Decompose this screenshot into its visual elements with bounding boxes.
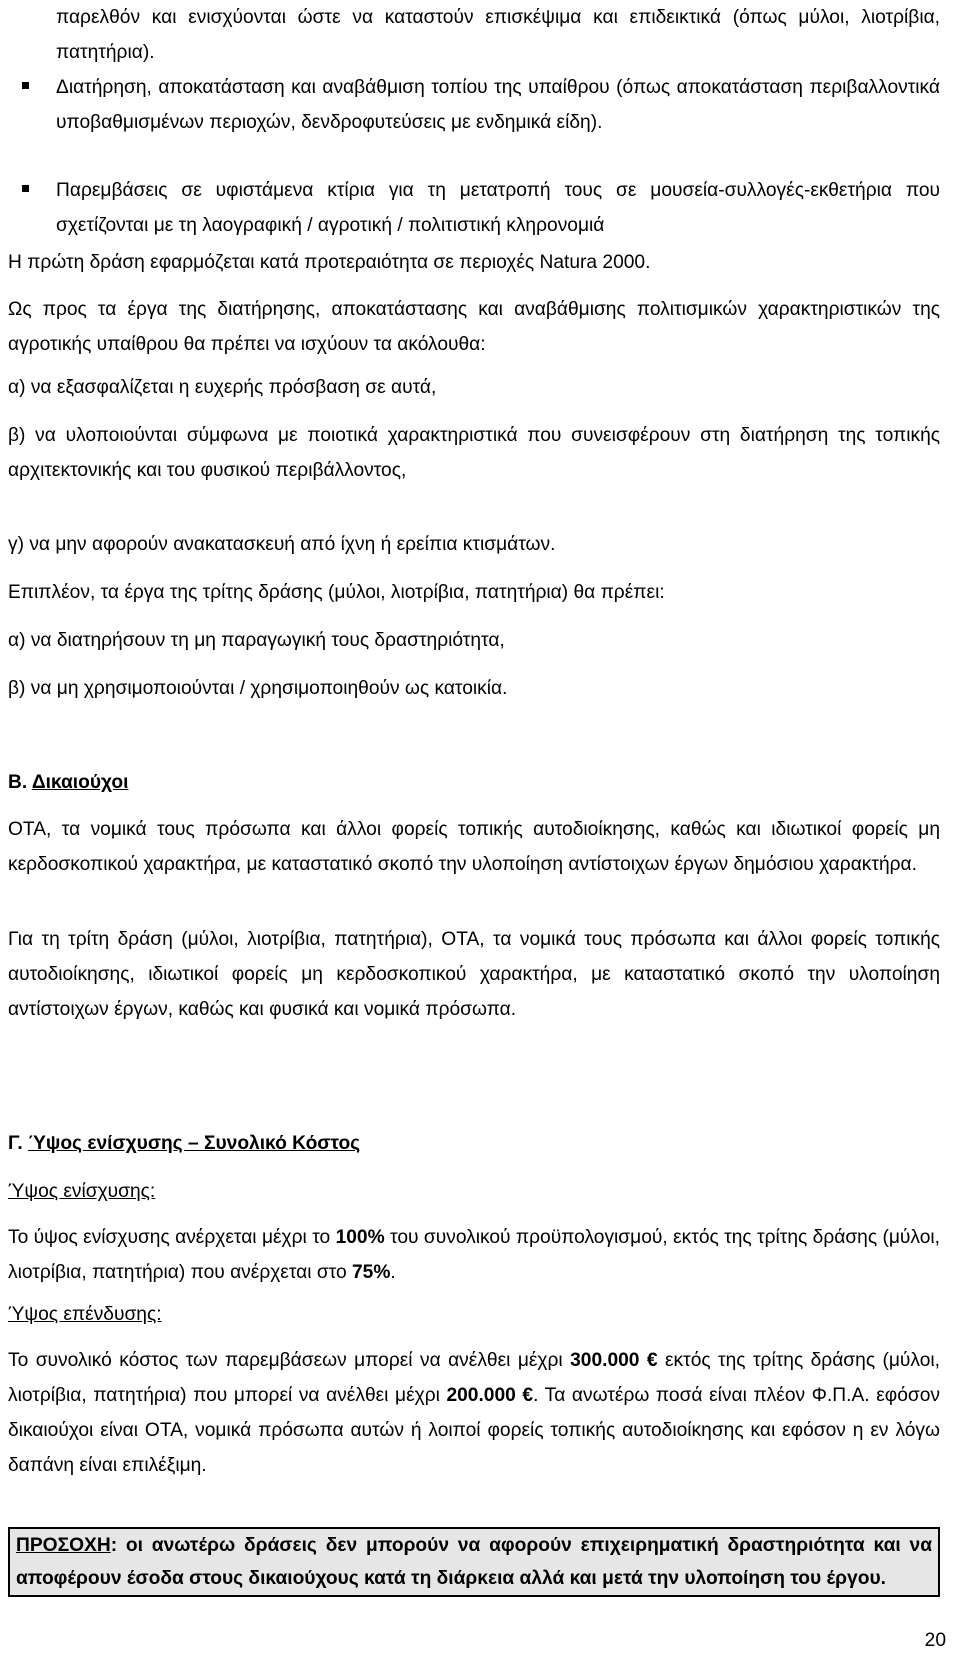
paragraph-third-intro: Επιπλέον, τα έργα της τρίτης δράσης (μύλοι, λιοτρίβια, πατητήρια) θα πρέπει: [8, 582, 665, 603]
section-c-paragraph-support: Το ύψος ενίσχυσης ανέρχεται μέχρι το 100% του συνολικού προϋπολογισμού, εκτός της τρίτης δράσης (μύλοι, λιοτρίβια, πατητήρια) που ανέρχεται στο 75%. [8, 1227, 940, 1283]
notice-box [8, 1527, 940, 1597]
section-b-heading: Β. Δικαιούχοι [8, 772, 129, 793]
bullet-buildings: Παρεμβάσεις σε υφιστάμενα κτίρια για τη μετατροπή τους σε μουσεία-συλλογές-εκθετήρια που σχετίζονται με τη λαογραφική / αγροτική / πολιτιστική κληρονομιά [8, 173, 940, 243]
paragraph-natura: Η πρώτη δράση εφαρμόζεται κατά προτεραιότητα σε περιοχές Natura 2000. [8, 252, 651, 273]
paragraph-works-b: β) να υλοποιούνται σύμφωνα με ποιοτικά χαρακτηριστικά που συνεισφέρουν στη διατήρηση της τοπικής αρχιτεκτονικής και του φυσικού περιβάλλοντος, [8, 425, 940, 481]
section-c-subheading-support: Ύψος ενίσχυσης: [8, 1181, 156, 1202]
paragraph-third-a: α) να διατηρήσουν τη μη παραγωγική τους δραστηριότητα, [8, 630, 505, 651]
section-b-paragraph-1: ΟΤΑ, τα νομικά τους πρόσωπα και άλλοι φορείς τοπικής αυτοδιοίκησης, καθώς και ιδιωτικοί φορείς μη κερδοσκοπικού χαρακτήρα, με καταστατικό σκοπό την υλοποίηση αντίστοιχων έργων δημόσιου χαρακτήρα. [8, 819, 940, 875]
notice-text: ΠΡΟΣΟΧΗ: οι ανωτέρω δράσεις δεν μπορούν να αφορούν επιχειρηματική δραστηριότητα και να αποφέρουν έσοδα στους δικαιούχους κατά τη διάρκεια αλλά και μετά την υλοποίηση του έργου. [16, 1535, 932, 1589]
section-b-paragraph-2: Για τη τρίτη δράση (μύλοι, λιοτρίβια, πατητήρια), ΟΤΑ, τα νομικά τους πρόσωπα και άλλοι φορείς τοπικής αυτοδιοίκησης, ιδιωτικοί φορείς μη κερδοσκοπικού χαρακτήρα, με καταστατικό σκοπό την υλοποίηση αντίστοιχων έργων, καθώς και φυσικά και νομικά πρόσωπα. [8, 929, 940, 1020]
bullet-continuation: παρελθόν και ενισχύονται ώστε να καταστούν επισκέψιμα και επιδεικτικά (όπως μύλοι, λιοτρίβια, πατητήρια). [56, 7, 940, 63]
paragraph-works-c: γ) να μην αφορούν ανακατασκευή από ίχνη ή ερείπια κτισμάτων. [8, 534, 556, 555]
paragraph-third-b: β) να μη χρησιμοποιούνται / χρησιμοποιηθούν ως κατοικία. [8, 678, 508, 699]
paragraph-works-intro: Ως προς τα έργα της διατήρησης, αποκατάστασης και αναβάθμισης πολιτισμικών χαρακτηριστικών της αγροτικής υπαίθρου θα πρέπει να ισχύουν τα ακόλουθα: [8, 299, 940, 355]
page-number: 20 [924, 1630, 946, 1651]
square-bullet-icon [22, 185, 29, 192]
square-bullet-icon [22, 82, 29, 89]
bullet-landscape: Διατήρηση, αποκατάσταση και αναβάθμιση τοπίου της υπαίθρου (όπως αποκατάσταση περιβαλλοντικά υποβαθμισμένων περιοχών, δενδροφυτεύσεις με ενδημικά είδη). [8, 70, 940, 140]
paragraph-works-a: α) να εξασφαλίζεται η ευχερής πρόσβαση σε αυτά, [8, 377, 437, 398]
section-c-paragraph-investment: Το συνολικό κόστος των παρεμβάσεων μπορεί να ανέλθει μέχρι 300.000 € εκτός της τρίτης δράσης (μύλοι, λιοτρίβια, πατητήρια) που μπορεί να ανέλθει μέχρι 200.000 €. Τα ανωτέρω ποσά είναι πλέον Φ.Π.Α. εφόσον δικαιούχοι είναι ΟΤΑ, νομικά πρόσωπα αυτών ή λοιποί φορείς τοπικής αυτοδιοίκησης και εφόσον η εν λόγω δαπάνη είναι επιλέξιμη. [8, 1350, 940, 1476]
section-c-heading: Γ. Ύψος ενίσχυσης – Συνολικό Κόστος [8, 1133, 361, 1154]
section-c-subheading-investment: Ύψος επένδυσης: [8, 1304, 162, 1325]
